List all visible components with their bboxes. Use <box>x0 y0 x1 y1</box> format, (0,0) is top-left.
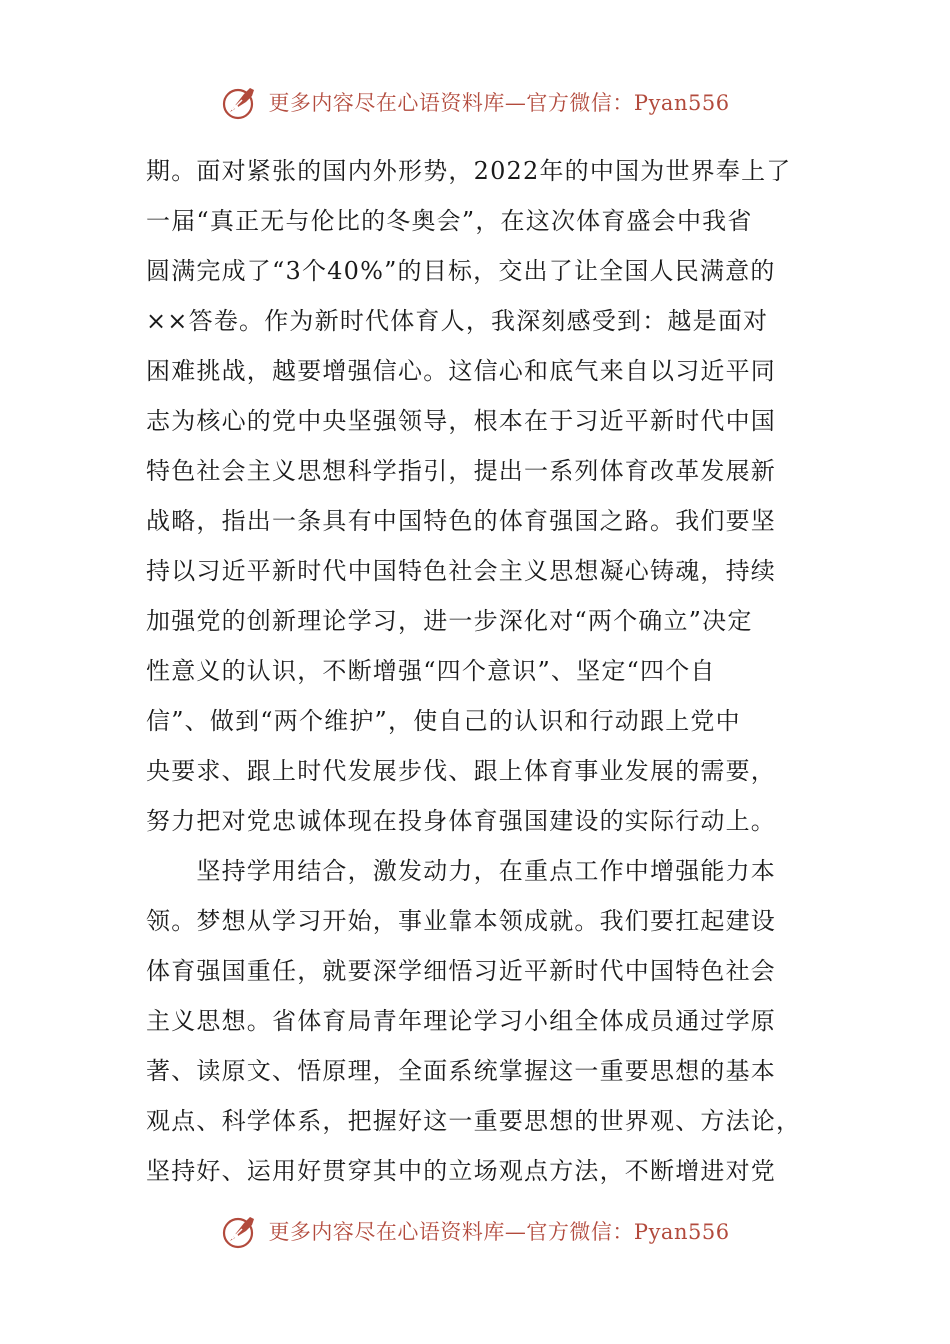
body-line: 观点、科学体系，把握好这一重要思想的世界观、方法论， <box>146 1107 802 1135</box>
body-line: 体育强国重任，就要深学细悟习近平新时代中国特色社会 <box>146 957 776 985</box>
body-line: 圆满完成了“3个40%”的目标，交出了让全国人民满意的 <box>146 257 776 285</box>
body-line: 信”、做到“两个维护”，使自己的认识和行动跟上党中 <box>146 707 741 735</box>
body-line: 著、读原文、悟原理，全面系统掌握这一重要思想的基本 <box>146 1057 776 1085</box>
body-line: 一届“真正无与伦比的冬奥会”，在这次体育盛会中我省 <box>146 207 753 235</box>
body-line: 困难挑战，越要增强信心。这信心和底气来自以习近平同 <box>146 357 776 385</box>
body-line: 性意义的认识，不断增强“四个意识”、坚定“四个自 <box>146 657 716 685</box>
body-line: ××答卷。作为新时代体育人，我深刻感受到：越是面对 <box>146 307 769 335</box>
body-line: 努力把对党忠诚体现在投身体育强国建设的实际行动上。 <box>146 807 776 835</box>
footer-banner <box>0 1209 950 1253</box>
body-line: 期。面对紧张的国内外形势，2022年的中国为世界奉上了 <box>146 157 792 185</box>
body-line: 持以习近平新时代中国特色社会主义思想凝心铸魂，持续 <box>146 557 776 585</box>
body-line: 央要求、跟上时代发展步伐、跟上体育事业发展的需要， <box>146 757 776 785</box>
header-banner <box>0 80 950 124</box>
body-line: 领。梦想从学习开始，事业靠本领成就。我们要扛起建设 <box>146 907 776 935</box>
body-line: 坚持学用结合，激发动力，在重点工作中增强能力本 <box>146 857 776 885</box>
body-line: 坚持好、运用好贯穿其中的立场观点方法，不断增进对党 <box>146 1157 776 1185</box>
body-line: 志为核心的党中央坚强领导，根本在于习近平新时代中国 <box>146 407 776 435</box>
pen-nib-logo-icon <box>220 82 260 122</box>
document-body <box>146 146 806 1196</box>
pen-nib-logo-icon <box>220 1211 260 1251</box>
body-line: 特色社会主义思想科学指引，提出一系列体育改革发展新 <box>146 457 776 485</box>
body-line: 战略，指出一条具有中国特色的体育强国之路。我们要坚 <box>146 507 776 535</box>
header-banner-text: 更多内容尽在心语资料库—官方微信：Pyan556 <box>268 91 730 115</box>
body-line: 加强党的创新理论学习，进一步深化对“两个确立”决定 <box>146 607 753 635</box>
body-line: 主义思想。省体育局青年理论学习小组全体成员通过学原 <box>146 1007 776 1035</box>
footer-banner-text: 更多内容尽在心语资料库—官方微信：Pyan556 <box>268 1220 730 1244</box>
